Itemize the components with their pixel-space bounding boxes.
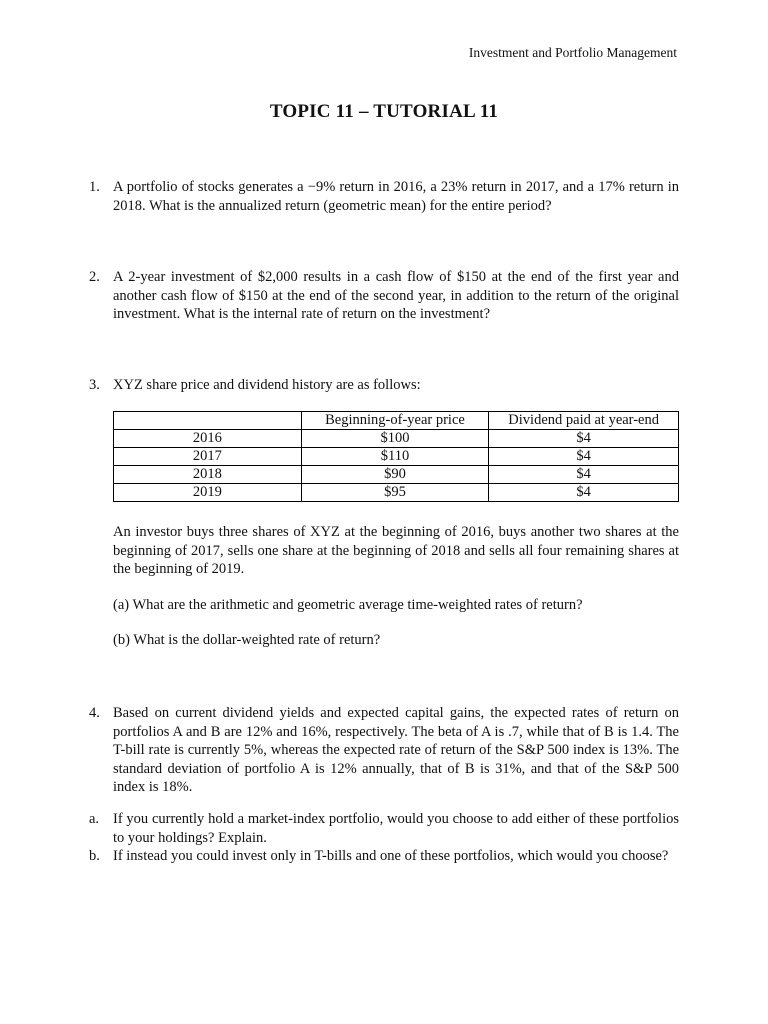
table-cell: 2017 xyxy=(114,448,302,466)
question-text: Based on current dividend yields and expected capital gains, the expected rates of return on portfolios A and B are 12% and 16%, respectively. The beta of A is .7, while that of B is 1.4. The T-bill rate is currently 5%, whereas the expected rate of return of the S&P 500 index is 13%. The standard deviation of portfolio A is 12% annually, that of B is 31%, and that of the S&P 500 index is 18%. xyxy=(113,705,679,795)
part-text: If instead you could invest only in T-bills and one of these portfolios, which would you choose? xyxy=(113,848,669,864)
page-title: TOPIC 11 – TUTORIAL 11 xyxy=(269,101,499,122)
table-cell: $100 xyxy=(301,430,489,448)
q3-paragraph: An investor buys three shares of XYZ at the beginning of 2016, buys another two shares at the beginning of 2017, sells one share at the beginning of 2018 and sells all four remaining shares at the beginning of 2019. xyxy=(113,524,679,577)
q3-part-a: (a) What are the arithmetic and geometric average time-weighted rates of return? xyxy=(113,597,583,613)
part-label: a. xyxy=(89,811,100,827)
question-number: 3. xyxy=(89,377,100,393)
question-number: 4. xyxy=(89,705,100,721)
question-1 xyxy=(89,178,679,215)
price-dividend-table xyxy=(113,411,679,502)
table-row xyxy=(114,484,679,502)
question-text: A portfolio of stocks generates a −9% return in 2016, a 23% return in 2017, and a 17% return in 2018. What is the annualized return (geometric mean) for the entire period? xyxy=(113,179,679,214)
question-text: XYZ share price and dividend history are as follows: xyxy=(113,377,421,393)
q4-part-b xyxy=(89,847,679,866)
question-2 xyxy=(89,268,679,324)
table-cell: $4 xyxy=(489,466,679,484)
part-text: If you currently hold a market-index portfolio, would you choose to add either of these portfolios to your holdings? Explain. xyxy=(113,811,679,846)
table-cell: $4 xyxy=(489,430,679,448)
table-header-cell: Dividend paid at year-end xyxy=(489,412,679,430)
table-row xyxy=(114,448,679,466)
table-cell: 2019 xyxy=(114,484,302,502)
table-header-cell: Beginning-of-year price xyxy=(301,412,489,430)
table-cell: 2018 xyxy=(114,466,302,484)
q3-part-b: (b) What is the dollar-weighted rate of return? xyxy=(113,632,381,648)
question-number: 1. xyxy=(89,179,100,195)
question-number: 2. xyxy=(89,269,100,285)
table-cell: 2016 xyxy=(114,430,302,448)
table-cell: $4 xyxy=(489,484,679,502)
table-row xyxy=(114,466,679,484)
running-header: Investment and Portfolio Management xyxy=(468,45,677,60)
table-cell: $95 xyxy=(301,484,489,502)
table-cell: $4 xyxy=(489,448,679,466)
part-label: b. xyxy=(89,848,100,864)
q4-part-a xyxy=(89,810,679,847)
table-row xyxy=(114,430,679,448)
question-text: A 2-year investment of $2,000 results in a cash flow of $150 at the end of the first year and another cash flow of $150 at the end of the second year, in addition to the return of the original investment. What is the internal rate of return on the investment? xyxy=(113,269,679,322)
question-4 xyxy=(89,704,679,797)
table-header-cell xyxy=(114,412,302,430)
table-cell: $90 xyxy=(301,466,489,484)
table-header-row xyxy=(114,412,679,430)
question-3 xyxy=(89,376,679,395)
table-cell: $110 xyxy=(301,448,489,466)
